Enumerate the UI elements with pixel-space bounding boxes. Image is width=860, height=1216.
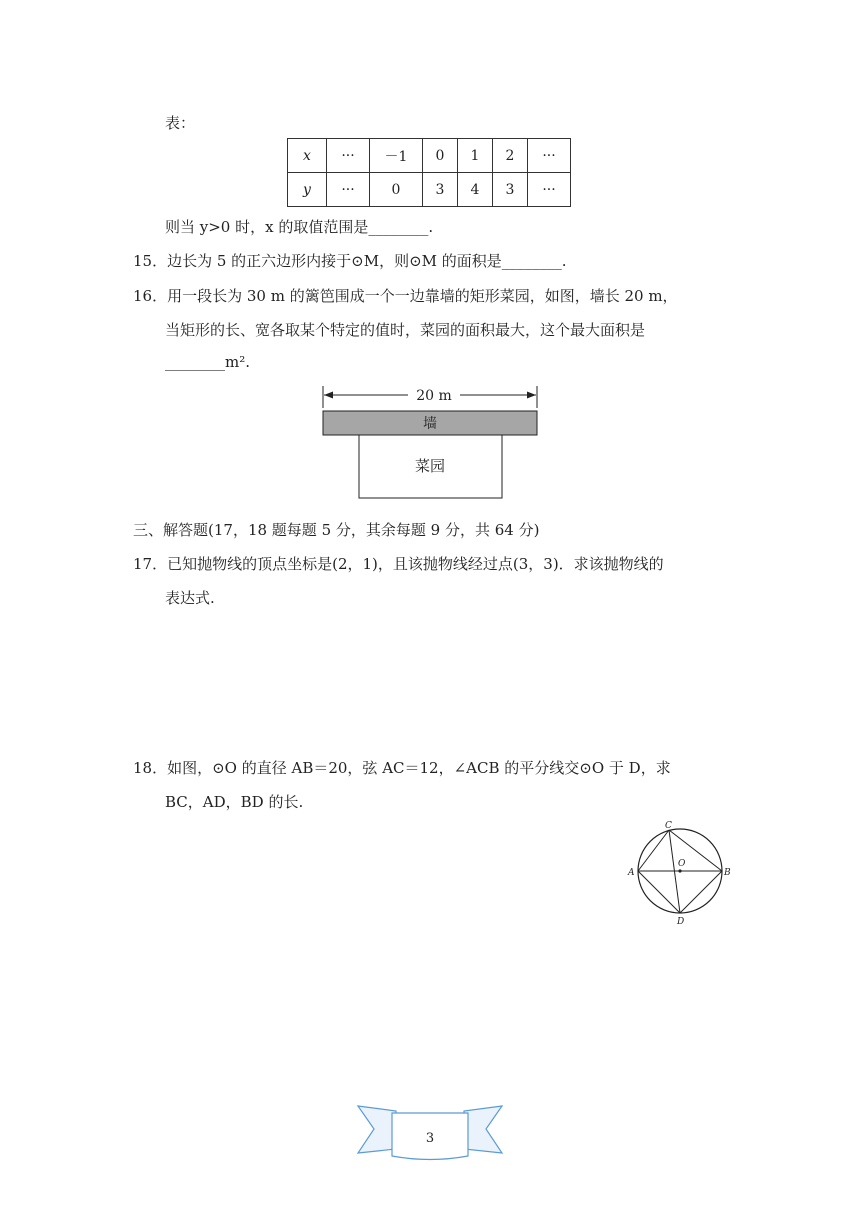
- question-17-line-1: 17．已知抛物线的顶点坐标是(2，1)，且该抛物线经过点(3，3)．求该抛物线的: [133, 555, 664, 573]
- question-17-line-2: 表达式.: [165, 589, 215, 607]
- question-16-line-2: 当矩形的长、宽各取某个特定的值时，菜园的面积最大，这个最大面积是: [165, 321, 646, 339]
- table-cell: ···: [327, 139, 370, 173]
- table-cell: 1: [458, 139, 493, 173]
- table-cell: x: [288, 139, 327, 173]
- q14-ending: 则当 y>0 时，x 的取值范围是________.: [165, 218, 434, 236]
- table-cell: ···: [528, 139, 571, 173]
- table-cell: 3: [423, 173, 458, 207]
- arrow-right-icon: [527, 392, 536, 399]
- table-row: [288, 139, 571, 173]
- circle-figure: [624, 818, 736, 928]
- question-16-line-3: ________m².: [165, 353, 251, 371]
- table-intro: 表：: [165, 114, 196, 132]
- chord-bc: [669, 830, 722, 871]
- table-cell: y: [288, 173, 327, 207]
- wall-length-label: 20 m: [416, 388, 452, 404]
- table-cell: 3: [493, 173, 528, 207]
- section-3-heading: 三、解答题(17，18 题每题 5 分，其余每题 9 分，共 64 分): [133, 521, 540, 539]
- label-c: C: [665, 821, 672, 831]
- banner-left-ribbon: [358, 1106, 396, 1153]
- table-cell: 0: [370, 173, 423, 207]
- garden-label: 菜园: [414, 457, 446, 475]
- table-row: [288, 173, 571, 207]
- question-15: 15．边长为 5 的正六边形内接于⊙M，则⊙M 的面积是________.: [133, 252, 567, 270]
- question-18-line-2: BC，AD，BD 的长.: [165, 793, 304, 811]
- label-a: A: [628, 868, 635, 878]
- wall-label: 墙: [423, 416, 437, 432]
- question-18-line-1: 18．如图，⊙O 的直径 AB＝20，弦 AC＝12，∠ACB 的平分线交⊙O 于 D，求: [133, 759, 671, 777]
- table-cell: ···: [327, 173, 370, 207]
- table-cell: 4: [458, 173, 493, 207]
- chord-ac: [638, 830, 669, 871]
- table-cell: 2: [493, 139, 528, 173]
- garden-figure: [318, 382, 544, 504]
- label-d: D: [677, 917, 685, 927]
- value-table: [287, 138, 571, 207]
- table-cell: ···: [528, 173, 571, 207]
- page-number-banner: [356, 1103, 504, 1163]
- banner-right-ribbon: [464, 1106, 502, 1153]
- label-b: B: [724, 868, 731, 878]
- label-o: O: [678, 859, 686, 869]
- table-cell: 0: [423, 139, 458, 173]
- page-number: 3: [425, 1131, 435, 1146]
- table-cell: －1: [370, 139, 423, 173]
- center-point: [678, 869, 681, 872]
- arrow-left-icon: [324, 392, 333, 399]
- question-16-line-1: 16．用一段长为 30 m 的篱笆围成一个一边靠墙的矩形菜园，如图，墙长 20 m，: [133, 287, 678, 305]
